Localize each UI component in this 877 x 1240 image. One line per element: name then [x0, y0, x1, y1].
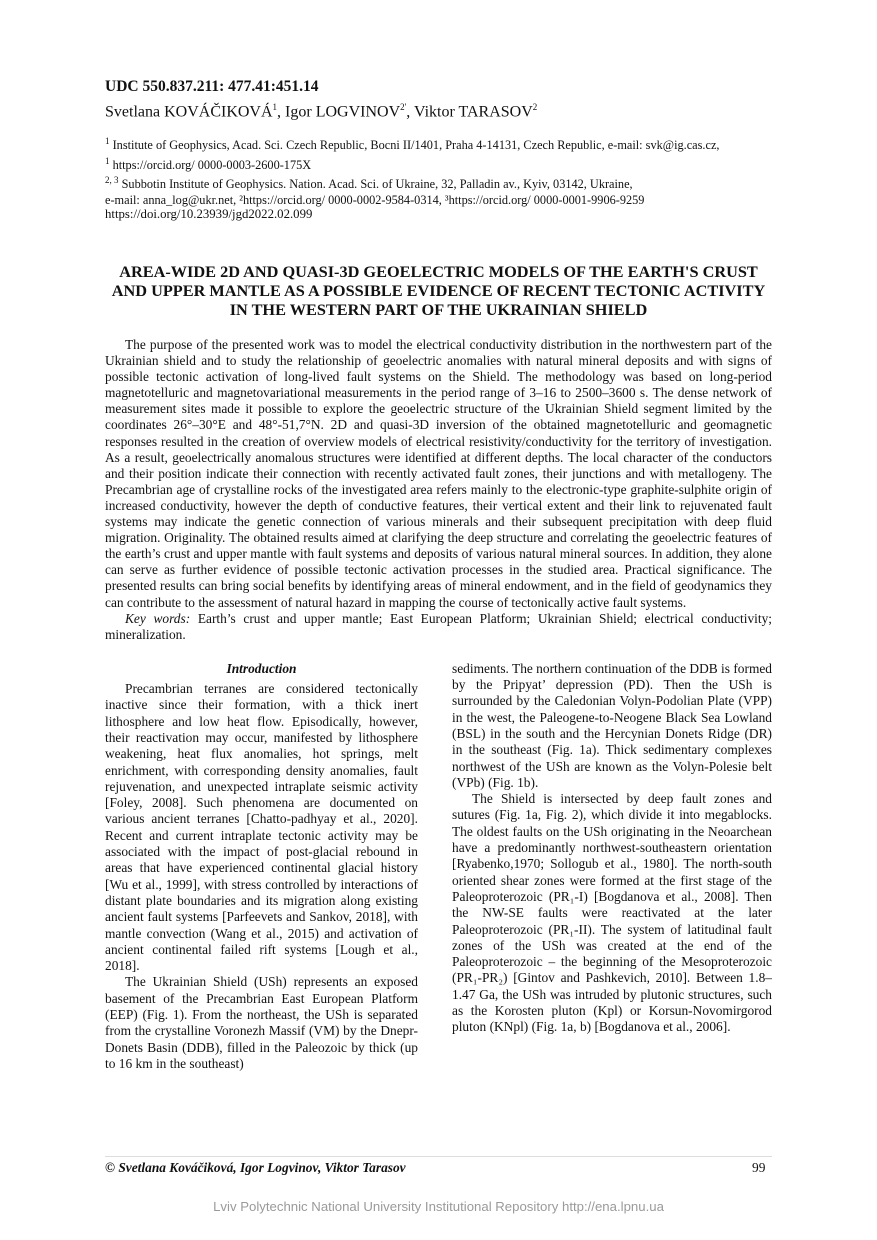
keywords — [105, 611, 772, 643]
body-paragraph: sediments. The northern continuation of the DDB is formed by the Pripyat’ depression (PD). Then the USh is surrounded by the Caledonian Volyn-Podolian Plate (VPP) in the west, the Paleogene-to-Neogene Black Sea Lowland (BSL) in the south and the Hercynian Donets Ridge (DR) in the southeast (Fig. 1a). Thick sedimentary complexes northwest of the USh are known as the Volyn-Polesie belt (VPb) (Fig. 1b). — [452, 660, 772, 790]
copyright-notice: © Svetlana Kováčiková, Igor Logvinov, Viktor Tarasov — [105, 1160, 406, 1175]
author-name: Igor LOGVINOV — [285, 103, 401, 121]
affiliation-line — [105, 173, 795, 193]
author-name: Viktor TARASOV — [413, 103, 533, 121]
left-column — [105, 661, 418, 1072]
affiliation-mark: 1 — [105, 155, 110, 166]
affiliation-line — [105, 154, 795, 174]
repository-watermark: Lviv Polytechnic National University Institutional Repository http://ena.lpnu.ua — [213, 1199, 664, 1214]
page-number: 99 — [752, 1160, 766, 1175]
abstract — [105, 337, 772, 643]
affiliation-mark: 1 — [105, 136, 110, 146]
udc-code: UDC 550.837.211: 477.41:451.14 — [105, 78, 319, 95]
doi-link[interactable]: https://doi.org/10.23939/jgd2022.02.099 — [105, 207, 313, 221]
affiliation-text: Institute of Geophysics, Acad. Sci. Czech Republic, Bocni II/1401, Praha 4-14131, Czech Republic, e-mail: svk@ig.cas.cz, — [112, 138, 720, 153]
author-affiliation-mark: 2 — [532, 102, 538, 112]
right-column — [452, 661, 772, 1072]
body-flow — [105, 337, 772, 1072]
affiliation-mark: 2, 3 — [105, 175, 119, 186]
section-heading: Introduction — [226, 660, 297, 676]
abstract-text: The purpose of the presented work was to model the electrical conductivity distribution in the northwestern part of the Ukrainian shield and to study the relationship of geoelectric anomalies with natural mineral deposits and with signs of possible tectonic activation of long-lived fault systems on the Shield. The methodology was based on long-period magnetotelluric and magnetovariational measurements in the period range of 3–16 to 2500–3600 s. The dense network of measurement sites made it possible to explore the geoelectric structure of the Ukrainian Shield segment limited by the coordinates 26°–30°E and 48°-51,7°N. 2D and quasi-3D inversion of the obtained magnetotelluric and geomagnetic responses resulted in the creation of overview models of electrical resistivity/conductivity for the territory of investigation. As a result, geoelectrically anomalous structures were identified at different depths. The local character of the conductors and their position indicate their connection with recently activated fault zones, their junctions and with metallogeny. The Precambrian age of crystalline rocks of the investigated area refers mainly to the electronic-type graphite-sulphite origin of increased conductivity, however the depth of conductive features, their vertical extent and their link to rejuvenated fault systems may indicate the genetic connection of various minerals and their subsequent precipitation with deep fluid migration. Originality. The obtained results aimed at clarifying the deep structure and correlating the geoelectric features of the earth’s crust and upper mantle with fault systems and deposits of various natural mineral sources. In addition, they alone can serve as further evidence of possible tectonic activation processes in the studied area. Practical significance. The presented results can bring social benefits by identifying areas of mineral endowment, and in the field of geodynamics they can contribute to the assessment of natural hazard in mapping the course of tectonically active fault systems. — [105, 337, 772, 610]
keywords-text: Earth’s crust and upper mantle; East European Platform; Ukrainian Shield; electrical conductivity; mineralization. — [105, 610, 772, 642]
author-list: Svetlana KOVÁČIKOVÁ$^1$, Igor $LOGVINOV^{2'}$, Viktor TARASOV$^2$ — [105, 102, 538, 121]
affiliation-contacts: e-mail: anna_log@ukr.net, ²https://orcid.org/ 0000-0002-9584-0314, ³https://orcid.org/ 0000-0001-9906-9259 — [105, 192, 645, 207]
author-affiliation-mark: 2' — [400, 102, 407, 112]
paper-title: AREA-WIDE 2D AND QUASI-3D GEOELECTRIC MODELS OF THE EARTH'S CRUST AND UPPER MANTLE AS A POSSIBLE EVIDENCE OF RECENT TECTONIC ACTIVITY IN THE WESTERN PART OF THE UKRAINIAN SHIELD — [111, 262, 766, 319]
affiliation-line — [105, 134, 795, 154]
author-affiliation-mark: 1 — [272, 102, 278, 112]
keywords-label: Key words: — [125, 610, 191, 626]
affiliations — [105, 134, 795, 208]
two-column-body — [105, 661, 772, 1072]
affiliation-line — [105, 193, 795, 209]
author-name: Svetlana KOVÁČIKOVÁ — [105, 103, 273, 121]
orcid-link[interactable]: https://orcid.org/ 0000-0003-2600-175X — [112, 157, 312, 172]
body-paragraph: Precambrian terranes are considered tectonically inactive since their formation, with a thick inert lithosphere and low heat flow. Episodically, however, their reactivation may occur, manifested by lithosphere weakening, heat flux anomalies, hot springs, melt enrichment, with corresponding density anomalies, fault rejuvenation, and unexpected intraplate seismic activity [Foley, 2008]. Such phenomena are documented on various ancient terranes [Chatto-padhyay et al., 2020]. Recent and current intraplate tectonic activity may be associated with the impact of post-glacial rebound in areas that have experienced continental glacial history [Wu et al., 1999], with stress controlled by interactions of distant plate boundaries and its migration along existing ancient fault systems [Parfeevets and Sankov, 2018], with mantle convection (Wang et al., 2015) and activation of ancient continental failed rift systems [Lough et al., 2018]. — [105, 681, 418, 974]
footer-divider — [105, 1156, 772, 1157]
body-paragraph: The Shield is intersected by deep fault zones and sutures (Fig. 1a, Fig. 2), which divide it into megablocks. The oldest faults on the USh originating in the Neoarchean have a predominantly northwest-southeastern orientation [Ryabenko,1970; Sollogub et al., 1980]. The north-south oriented shear zones were formed at the first stage of the Paleoproterozoic (PR₁-I) [Bogdanova et al., 2008]. Then the NW-SE faults were reactivated at the later Paleoproterozoic (PR₁-II). The system of latitudinal fault zones of the USh was created at the end of the Paleoproterozoic – the beginning of the Mesoproterozoic (PR₁-PR₂) [Gintov and Pashkevich, 2010]. Between 1.8–1.47 Ga, the USh was intruded by plutonic structures, such as the Korosten pluton (Kpl) or Korsun-Novomirgorod pluton (KNpl) (Fig. 1a, b) [Bogdanova et al., 2006]. — [452, 791, 772, 1035]
affiliation-text: Subbotin Institute of Geophysics. Nation. Acad. Sci. of Ukraine, 32, Palladin av., Kyiv, 03142, Ukraine, — [121, 177, 633, 192]
body-paragraph: The Ukrainian Shield (USh) represents an exposed basement of the Precambrian East European Platform (EEP) (Fig. 1). From the northeast, the USh is separated from the crystalline Voronezh Massif (VM) by the Dnepr-Donets Basin (DDB), filled in the Paleozoic by thick (up to 16 km in the southeast) — [105, 974, 418, 1071]
